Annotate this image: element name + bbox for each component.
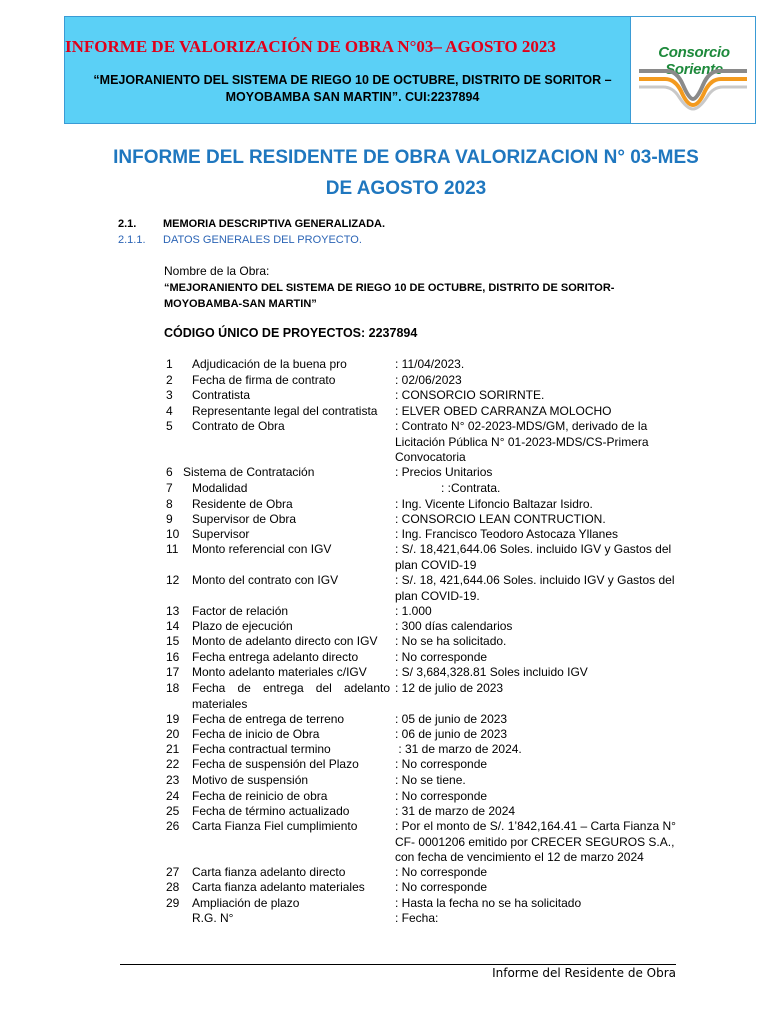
logo-wave-icon — [637, 65, 749, 111]
row-value: : CONSORCIO SORIRNTE. — [395, 388, 545, 402]
row-number: 6 — [166, 465, 173, 479]
row-value: : 05 de junio de 2023 — [395, 712, 508, 726]
row-label: Fecha de entrega del adelanto materiales — [192, 681, 390, 711]
row-value: : No se ha solicitado. — [395, 634, 507, 648]
row-label: Modalidad — [192, 481, 248, 495]
row-label: Fecha de término actualizado — [192, 804, 350, 818]
section-heading — [118, 218, 385, 230]
row-label: Representante legal del contratista — [192, 404, 378, 418]
row-label: Factor de relación — [192, 604, 289, 618]
row-number: 22 — [166, 757, 180, 771]
row-number: 5 — [166, 419, 173, 433]
row-number: 15 — [166, 634, 180, 648]
row-number: 7 — [166, 481, 173, 495]
page-title: INFORME DEL RESIDENTE DE OBRA VALORIZACION N° 03-MES DE AGOSTO 2023 — [113, 147, 699, 199]
row-value: : 1.000 — [395, 604, 432, 618]
row-value: : ELVER OBED CARRANZA MOLOCHO — [395, 404, 612, 418]
row-value: : No corresponde — [395, 650, 488, 664]
row-number: 10 — [166, 527, 180, 541]
row-value: : 31 de marzo de 2024. — [395, 742, 522, 756]
row-value: : Ing. Francisco Teodoro Astocaza Yllanes — [395, 527, 619, 541]
subsection-number: 2.1.1. — [118, 234, 146, 246]
row-value: : No corresponde — [395, 789, 488, 803]
row-value: : Precios Unitarios — [395, 465, 493, 479]
row-label: Sistema de Contratación — [183, 465, 315, 479]
row-value: : Hasta la fecha no se ha solicitado — [395, 896, 582, 910]
row-number: 24 — [166, 789, 180, 803]
row-value: : 31 de marzo de 2024 — [395, 804, 516, 818]
row-label: Monto referencial con IGV — [192, 542, 332, 556]
page-footer: Informe del Residente de Obra — [492, 966, 676, 980]
obra-label: Nombre de la Obra: — [164, 264, 270, 278]
row-value: : S/. 18, 421,644.06 Soles. incluido IGV y Gastos del plan COVID-19. — [395, 573, 675, 603]
section-number: 2.1. — [118, 218, 137, 230]
row-value: : 300 días calendarios — [395, 619, 513, 633]
row-number: 4 — [166, 404, 173, 418]
row-number: 26 — [166, 819, 180, 833]
row-value: : 02/06/2023 — [395, 373, 462, 387]
row-label: R.G. N° — [192, 911, 234, 925]
subsection-heading — [118, 234, 362, 246]
row-label: Contrato de Obra — [192, 419, 285, 433]
row-number: 8 — [166, 497, 173, 511]
row-value: : 11/04/2023. — [395, 357, 465, 371]
row-label: Contratista — [192, 388, 251, 402]
report-title: INFORME DE VALORIZACIÓN DE OBRA N°03– AGOSTO 2023 — [65, 37, 556, 56]
row-value: : Fecha: — [395, 911, 439, 925]
row-value: : :Contrata. — [441, 481, 501, 495]
row-number: 25 — [166, 804, 180, 818]
row-number: 13 — [166, 604, 180, 618]
row-label: Plazo de ejecución — [192, 619, 293, 633]
row-label: Fecha de reinicio de obra — [192, 789, 328, 803]
row-label: Monto adelanto materiales c/IGV — [192, 665, 367, 679]
row-label: Fecha contractual termino — [192, 742, 331, 756]
row-number: 19 — [166, 712, 180, 726]
row-label: Carta fianza adelanto directo — [192, 865, 346, 879]
row-number: 28 — [166, 880, 180, 894]
footer-divider — [120, 964, 676, 965]
row-label: Fecha de inicio de Obra — [192, 727, 320, 741]
row-number: 9 — [166, 512, 173, 526]
row-label: Fecha entrega adelanto directo — [192, 650, 359, 664]
row-value: : Ing. Vicente Lifoncio Baltazar Isidro. — [395, 497, 593, 511]
row-value: : No corresponde — [395, 880, 488, 894]
row-number: 20 — [166, 727, 180, 741]
row-label: Supervisor — [192, 527, 250, 541]
row-number: 18 — [166, 681, 180, 695]
row-number: 17 — [166, 665, 180, 679]
row-number: 27 — [166, 865, 180, 879]
row-value: : No se tiene. — [395, 773, 466, 787]
subsection-title: DATOS GENERALES DEL PROYECTO. — [163, 234, 362, 246]
row-number: 1 — [166, 357, 173, 371]
row-value: : 06 de junio de 2023 — [395, 727, 508, 741]
row-label: Ampliación de plazo — [192, 896, 300, 910]
document-header — [64, 16, 756, 124]
row-number: 3 — [166, 388, 173, 402]
row-number: 14 — [166, 619, 180, 633]
row-number: 12 — [166, 573, 180, 587]
company-logo — [630, 17, 755, 123]
row-number: 23 — [166, 773, 180, 787]
row-value: : No corresponde — [395, 865, 488, 879]
row-value: : S/ 3,684,328.81 Soles incluido IGV — [395, 665, 588, 679]
row-label: Fecha de entrega de terreno — [192, 712, 345, 726]
row-value: : No corresponde — [395, 757, 488, 771]
logo-text: Consorcio Soriente — [658, 44, 730, 78]
obra-name: “MEJORANIENTO DEL SISTEMA DE RIEGO 10 DE OCTUBRE, DISTRITO DE SORITOR-MOYOBAMBA-SAN MARTIN” — [164, 282, 615, 310]
row-label: Residente de Obra — [192, 497, 293, 511]
row-value: : Contrato N° 02-2023-MDS/GM, derivado de la Licitación Pública N° 01-2023-MDS/CS-Primera Convocatoria — [395, 419, 649, 464]
row-value: : S/. 18,421,644.06 Soles. incluido IGV y Gastos del plan COVID-19 — [395, 542, 672, 572]
row-number: 16 — [166, 650, 180, 664]
row-label: Monto del contrato con IGV — [192, 573, 339, 587]
project-code: CÓDIGO ÚNICO DE PROYECTOS: 2237894 — [164, 326, 418, 340]
row-label: Motivo de suspensión — [192, 773, 309, 787]
row-number: 2 — [166, 373, 173, 387]
row-label: Fecha de firma de contrato — [192, 373, 336, 387]
row-label: Adjudicación de la buena pro — [192, 357, 347, 371]
row-number: 11 — [166, 542, 179, 556]
section-title: MEMORIA DESCRIPTIVA GENERALIZADA. — [163, 218, 386, 230]
row-label: Carta fianza adelanto materiales — [192, 880, 365, 894]
row-value: : CONSORCIO LEAN CONTRUCTION. — [395, 512, 606, 526]
row-number: 21 — [166, 742, 180, 756]
row-label: Carta Fianza Fiel cumplimiento — [192, 819, 358, 833]
row-value: : 12 de julio de 2023 — [395, 681, 504, 695]
row-number: 29 — [166, 896, 180, 910]
row-label: Supervisor de Obra — [192, 512, 297, 526]
project-subtitle: “MEJORANIENTO DEL SISTEMA DE RIEGO 10 DE OCTUBRE, DISTRITO DE SORITOR – MOYOBAMBA SAN MARTIN”. CUI:2237894 — [93, 73, 612, 104]
row-label: Fecha de suspensión del Plazo — [192, 757, 359, 771]
row-value: : Por el monto de S/. 1’842,164.41 – Carta Fianza N° CF- 0001206 emitido por CRECER SEGUROS S.A., con fecha de vencimiento el 12 de marzo 2024 — [395, 819, 676, 864]
row-label: Monto de adelanto directo con IGV — [192, 634, 378, 648]
